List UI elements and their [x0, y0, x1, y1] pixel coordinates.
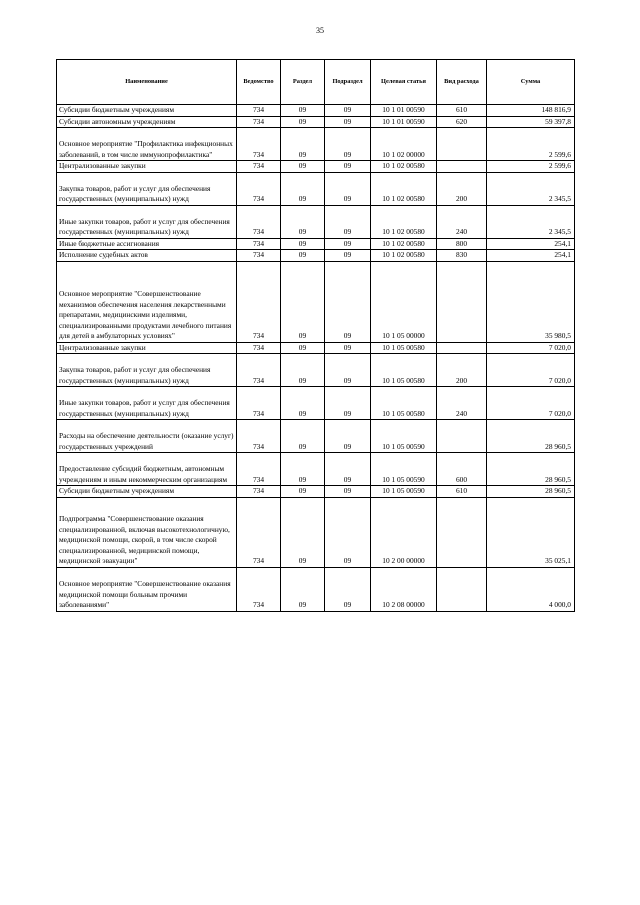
cell-dept: 734	[237, 486, 281, 498]
cell-target: 10 1 02 00580	[371, 205, 437, 238]
table-row	[57, 172, 575, 205]
cell-name: Иные бюджетные ассигнования	[57, 238, 237, 250]
cell-sum: 254,1	[487, 238, 575, 250]
cell-target: 10 1 05 00590	[371, 420, 437, 453]
cell-name: Субсидии бюджетным учреждениям	[57, 105, 237, 117]
header-subsection: Подраздел	[325, 60, 371, 105]
cell-type	[437, 420, 487, 453]
cell-name: Подпрограмма "Совершенствование оказания специализированной, включая высокотехнологичную, медицинской помощи, скорой, в том числе скорой специализированной, медицинской помощи, медицинской эвакуации"	[57, 497, 237, 567]
cell-dept: 734	[237, 205, 281, 238]
table-row	[57, 342, 575, 354]
cell-name: Расходы на обеспечение деятельности (оказание услуг) государственных учреждений	[57, 420, 237, 453]
cell-section: 09	[281, 567, 325, 611]
cell-sum: 35 025,1	[487, 497, 575, 567]
cell-name: Закупка товаров, работ и услуг для обеспечения государственных (муниципальных) нужд	[57, 172, 237, 205]
cell-name: Основное мероприятие "Профилактика инфекционных заболеваний, в том числе иммунопрофилактика"	[57, 128, 237, 161]
table-row	[57, 387, 575, 420]
table-row	[57, 261, 575, 342]
cell-dept: 734	[237, 116, 281, 128]
cell-type	[437, 261, 487, 342]
table-header-row	[57, 60, 575, 105]
cell-sum: 59 397,8	[487, 116, 575, 128]
cell-dept: 734	[237, 105, 281, 117]
cell-dept: 734	[237, 497, 281, 567]
cell-section: 09	[281, 453, 325, 486]
cell-target: 10 1 05 00590	[371, 453, 437, 486]
cell-sum: 7 020,0	[487, 387, 575, 420]
cell-type: 800	[437, 238, 487, 250]
cell-dept: 734	[237, 238, 281, 250]
table-row	[57, 486, 575, 498]
cell-section: 09	[281, 172, 325, 205]
header-sum: Сумма	[487, 60, 575, 105]
table-row	[57, 238, 575, 250]
cell-subsection: 09	[325, 497, 371, 567]
cell-subsection: 09	[325, 172, 371, 205]
cell-section: 09	[281, 354, 325, 387]
cell-sum: 2 345,5	[487, 205, 575, 238]
cell-section: 09	[281, 486, 325, 498]
cell-subsection: 09	[325, 128, 371, 161]
cell-target: 10 1 02 00580	[371, 172, 437, 205]
cell-type	[437, 567, 487, 611]
cell-section: 09	[281, 387, 325, 420]
table-row	[57, 497, 575, 567]
cell-dept: 734	[237, 172, 281, 205]
table-row	[57, 105, 575, 117]
cell-section: 09	[281, 250, 325, 262]
cell-section: 09	[281, 105, 325, 117]
cell-sum: 254,1	[487, 250, 575, 262]
cell-section: 09	[281, 161, 325, 173]
cell-target: 10 1 05 00580	[371, 387, 437, 420]
cell-subsection: 09	[325, 238, 371, 250]
cell-name: Субсидии автономным учреждениям	[57, 116, 237, 128]
cell-section: 09	[281, 497, 325, 567]
table-row	[57, 128, 575, 161]
cell-type: 600	[437, 453, 487, 486]
cell-type: 200	[437, 354, 487, 387]
cell-name: Субсидии бюджетным учреждениям	[57, 486, 237, 498]
table-row	[57, 116, 575, 128]
cell-subsection: 09	[325, 354, 371, 387]
cell-sum: 35 980,5	[487, 261, 575, 342]
cell-subsection: 09	[325, 420, 371, 453]
cell-section: 09	[281, 420, 325, 453]
cell-sum: 2 345,5	[487, 172, 575, 205]
cell-target: 10 1 02 00580	[371, 238, 437, 250]
header-target: Целевая статья	[371, 60, 437, 105]
cell-dept: 734	[237, 453, 281, 486]
cell-target: 10 2 08 00000	[371, 567, 437, 611]
cell-sum: 148 816,9	[487, 105, 575, 117]
cell-type	[437, 342, 487, 354]
table-row	[57, 420, 575, 453]
cell-dept: 734	[237, 387, 281, 420]
cell-subsection: 09	[325, 453, 371, 486]
cell-sum: 7 020,0	[487, 342, 575, 354]
cell-subsection: 09	[325, 342, 371, 354]
cell-sum: 4 000,0	[487, 567, 575, 611]
cell-dept: 734	[237, 128, 281, 161]
cell-type: 240	[437, 387, 487, 420]
header-section: Раздел	[281, 60, 325, 105]
cell-section: 09	[281, 342, 325, 354]
header-type: Вид расхода	[437, 60, 487, 105]
cell-name: Иные закупки товаров, работ и услуг для обеспечения государственных (муниципальных) нужд	[57, 387, 237, 420]
cell-subsection: 09	[325, 105, 371, 117]
cell-name: Исполнение судебных актов	[57, 250, 237, 262]
cell-name: Централизованные закупки	[57, 342, 237, 354]
cell-type	[437, 128, 487, 161]
cell-dept: 734	[237, 161, 281, 173]
cell-name: Основное мероприятие "Совершенствование механизмов обеспечения населения лекарственными препаратами, медицинскими изделиями, специализированными продуктами лечебного питания для детей в амбулаторных условиях"	[57, 261, 237, 342]
cell-name: Закупка товаров, работ и услуг для обеспечения государственных (муниципальных) нужд	[57, 354, 237, 387]
cell-section: 09	[281, 205, 325, 238]
cell-subsection: 09	[325, 387, 371, 420]
table-row	[57, 453, 575, 486]
header-name: Наименование	[57, 60, 237, 105]
cell-name: Иные закупки товаров, работ и услуг для обеспечения государственных (муниципальных) нужд	[57, 205, 237, 238]
cell-section: 09	[281, 238, 325, 250]
cell-target: 10 1 02 00580	[371, 250, 437, 262]
cell-target: 10 1 05 00000	[371, 261, 437, 342]
cell-dept: 734	[237, 420, 281, 453]
table-row	[57, 205, 575, 238]
cell-section: 09	[281, 128, 325, 161]
cell-dept: 734	[237, 342, 281, 354]
cell-type: 610	[437, 486, 487, 498]
cell-section: 09	[281, 261, 325, 342]
cell-subsection: 09	[325, 486, 371, 498]
table-row	[57, 250, 575, 262]
cell-sum: 2 599,6	[487, 161, 575, 173]
cell-target: 10 2 00 00000	[371, 497, 437, 567]
cell-subsection: 09	[325, 161, 371, 173]
cell-type: 200	[437, 172, 487, 205]
cell-dept: 734	[237, 261, 281, 342]
page-number: 35	[316, 26, 324, 35]
cell-type: 620	[437, 116, 487, 128]
cell-dept: 734	[237, 354, 281, 387]
cell-sum: 28 960,5	[487, 420, 575, 453]
cell-sum: 2 599,6	[487, 128, 575, 161]
cell-subsection: 09	[325, 567, 371, 611]
cell-sum: 28 960,5	[487, 486, 575, 498]
cell-subsection: 09	[325, 116, 371, 128]
cell-section: 09	[281, 116, 325, 128]
table-row	[57, 161, 575, 173]
cell-type: 830	[437, 250, 487, 262]
cell-type	[437, 497, 487, 567]
cell-dept: 734	[237, 250, 281, 262]
cell-subsection: 09	[325, 205, 371, 238]
cell-name: Предоставление субсидий бюджетным, автономным учреждениям и иным некоммерческим организациям	[57, 453, 237, 486]
cell-sum: 28 960,5	[487, 453, 575, 486]
table-row	[57, 567, 575, 611]
cell-name: Централизованные закупки	[57, 161, 237, 173]
header-dept: Ведомство	[237, 60, 281, 105]
budget-table	[56, 59, 575, 612]
cell-target: 10 1 01 00590	[371, 116, 437, 128]
cell-name: Основное мероприятие "Совершенствование оказания медицинской помощи больным прочими заболеваниями"	[57, 567, 237, 611]
table-row	[57, 354, 575, 387]
cell-target: 10 1 02 00580	[371, 161, 437, 173]
cell-dept: 734	[237, 567, 281, 611]
cell-target: 10 1 05 00580	[371, 342, 437, 354]
cell-type: 240	[437, 205, 487, 238]
cell-type	[437, 161, 487, 173]
cell-sum: 7 020,0	[487, 354, 575, 387]
cell-type: 610	[437, 105, 487, 117]
cell-target: 10 1 01 00590	[371, 105, 437, 117]
cell-target: 10 1 02 00000	[371, 128, 437, 161]
cell-target: 10 1 05 00580	[371, 354, 437, 387]
cell-target: 10 1 05 00590	[371, 486, 437, 498]
cell-subsection: 09	[325, 261, 371, 342]
cell-subsection: 09	[325, 250, 371, 262]
